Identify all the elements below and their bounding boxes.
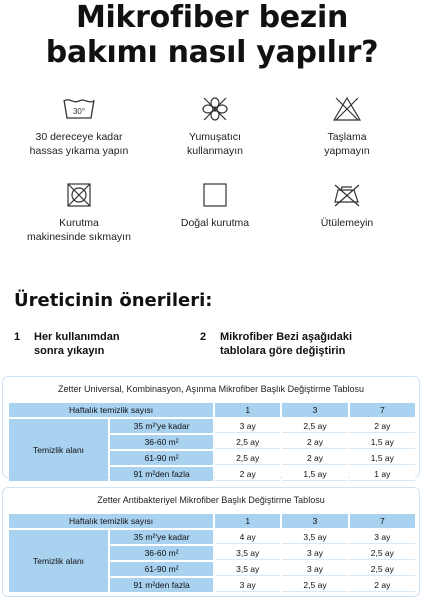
natural-dry-icon <box>202 182 228 208</box>
care-item-wash <box>14 96 144 158</box>
header-weekly-count: Haftalık temizlik sayısı <box>9 403 213 417</box>
care-item-iron <box>282 182 412 230</box>
area-label: 35 m²'ye kadar <box>110 419 213 433</box>
table-cell: 2 ay <box>350 578 415 592</box>
table-cell: 2,5 ay <box>350 562 415 576</box>
table-cell: 2 ay <box>282 435 347 449</box>
care-item-bleach <box>282 96 412 158</box>
table-cell: 1,5 ay <box>350 435 415 449</box>
recommendations-title: Üreticinin önerileri: <box>14 290 213 311</box>
care-label: makinesinde sıkmayın <box>27 231 131 243</box>
column-header: 1 <box>215 403 280 417</box>
area-label: 91 m²den fazla <box>110 578 213 592</box>
table-cell: 2 ay <box>350 419 415 433</box>
row-group-label: Temizlik alanı <box>9 419 108 481</box>
table-cell: 2,5 ay <box>215 451 280 465</box>
replacement-table-universal <box>2 376 420 478</box>
table-cell: 2,5 ay <box>215 435 280 449</box>
table-cell: 4 ay <box>215 530 280 544</box>
area-label: 91 m²den fazla <box>110 467 213 481</box>
care-label: hassas yıkama yapın <box>29 145 129 157</box>
table-title: Zetter Antibakteriyel Mikrofiber Başlık Değiştirme Tablosu <box>97 495 325 505</box>
table-cell: 3 ay <box>215 419 280 433</box>
title-line-1: Mikrofiber bezin <box>75 0 348 35</box>
column-header: 1 <box>215 514 280 528</box>
table-cell: 3 ay <box>350 530 415 544</box>
column-header: 3 <box>282 403 347 417</box>
table-cell: 3,5 ay <box>282 530 347 544</box>
area-label: 61-90 m² <box>110 451 213 465</box>
table-cell: 2,5 ay <box>282 578 347 592</box>
recommendation-number: 2 <box>200 331 207 343</box>
care-label: Taşlama <box>327 131 367 143</box>
table-cell: 3,5 ay <box>215 562 280 576</box>
column-header: 7 <box>350 514 415 528</box>
care-label: kullanmayın <box>186 145 244 157</box>
table-cell: 3 ay <box>282 562 347 576</box>
table-cell: 3 ay <box>215 578 280 592</box>
wash-temp-label: 30° <box>72 107 86 116</box>
care-label: Yumuşatıcı <box>189 131 241 143</box>
table-cell: 2 ay <box>215 467 280 481</box>
no-tumble-dry-icon <box>66 182 92 208</box>
table-cell: 2 ay <box>282 451 347 465</box>
replacement-table <box>7 401 417 483</box>
replacement-table-antibacterial <box>2 487 420 597</box>
table-cell: 3,5 ay <box>215 546 280 560</box>
table-title: Zetter Universal, Kombinasyon, Aşınma Mikrofiber Başlık Değiştirme Tablosu <box>58 384 364 394</box>
table-cell: 1,5 ay <box>350 451 415 465</box>
table-cell: 1 ay <box>350 467 415 481</box>
wash-30-icon <box>62 96 96 122</box>
care-label: Doğal kurutma <box>180 217 250 229</box>
title-line-2: bakımı nasıl yapılır? <box>45 35 379 70</box>
header-weekly-count: Haftalık temizlik sayısı <box>9 514 213 528</box>
care-item-natural-dry <box>150 182 280 230</box>
area-label: 35 m²'ye kadar <box>110 530 213 544</box>
care-label: Kurutma <box>59 217 99 229</box>
no-bleach-icon <box>332 96 362 122</box>
table-cell: 3 ay <box>282 546 347 560</box>
area-label: 36-60 m² <box>110 435 213 449</box>
care-label: Ütülemeyin <box>320 217 374 229</box>
recommendation-text: Her kullanımdan sonra yıkayın <box>34 331 120 357</box>
no-softener-icon <box>200 96 230 122</box>
area-label: 36-60 m² <box>110 546 213 560</box>
row-group-label: Temizlik alanı <box>9 530 108 592</box>
column-header: 7 <box>350 403 415 417</box>
care-label: 30 dereceye kadar <box>35 131 123 143</box>
table-cell: 2,5 ay <box>350 546 415 560</box>
care-label: yapmayın <box>324 145 370 157</box>
table-cell: 2,5 ay <box>282 419 347 433</box>
no-iron-icon <box>332 182 362 208</box>
table-cell: 1,5 ay <box>282 467 347 481</box>
recommendation-number: 1 <box>14 331 21 343</box>
area-label: 61-90 m² <box>110 562 213 576</box>
recommendation-text: Mikrofiber Bezi aşağıdaki tablolara göre değiştirin <box>220 331 353 357</box>
replacement-table <box>7 512 417 594</box>
care-item-tumble <box>14 182 144 244</box>
column-header: 3 <box>282 514 347 528</box>
page-title <box>0 0 424 71</box>
care-item-softener <box>150 96 280 158</box>
